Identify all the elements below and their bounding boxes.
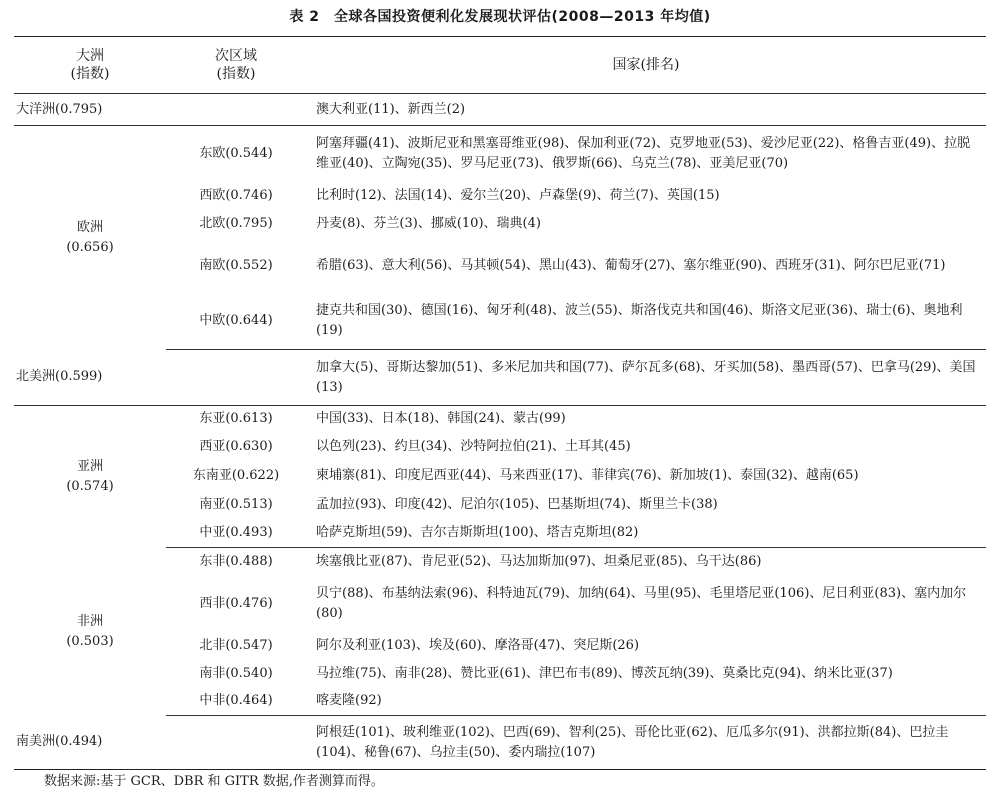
subregion-north-europe: 北欧(0.795) (199, 215, 273, 231)
subregion-south-africa: 南非(0.540) (199, 665, 273, 681)
countries-central-africa: 喀麦隆(92) (306, 688, 986, 716)
countries-central-europe: 捷克共和国(30)、德国(16)、匈牙利(48)、波兰(55)、斯洛伐克共和国(46)、斯洛文尼亚(36)、瑞士(6)、奥地利(19) (306, 294, 986, 350)
countries-west-africa: 贝宁(88)、布基纳法索(96)、科特迪瓦(79)、加纳(64)、马里(95)、毛里塔尼亚(106)、尼日利亚(83)、塞内加尔(80) (316, 585, 967, 621)
subregion-central-africa: 中非(0.464) (166, 688, 306, 716)
subregion-south-asia: 南亚(0.513) (199, 497, 273, 512)
header-subregion: 次区域 (指数) (166, 37, 306, 94)
countries-east-asia: 中国(33)、日本(18)、韩国(24)、蒙古(99) (316, 411, 566, 427)
countries-south-america: 阿根廷(101)、玻利维亚(102)、巴西(69)、智利(25)、哥伦比亚(62)、厄瓜多尔(91)、洪都拉斯(84)、巴拉圭(104)、秘鲁(67)、乌拉圭(50)、委内瑞拉(107) (316, 724, 949, 760)
countries-south-africa: 马拉维(75)、南非(28)、赞比亚(61)、津巴布韦(89)、博茨瓦纳(39)、莫桑比克(94)、纳米比亚(37) (316, 665, 893, 681)
facilitation-table (14, 36, 986, 770)
subregion-west-asia: 西亚(0.630) (199, 439, 273, 454)
countries-southeast-asia: 柬埔寨(81)、印度尼西亚(44)、马来西亚(17)、菲律宾(76)、新加坡(1)、泰国(32)、越南(65) (316, 468, 859, 483)
row-asia-east (14, 406, 986, 433)
countries-east-europe: 阿塞拜疆(41)、波斯尼亚和黑塞哥维亚(98)、保加利亚(72)、克罗地亚(53)、爱沙尼亚(22)、格鲁吉亚(49)、拉脱维亚(40)、立陶宛(35)、罗马尼亚(73)、俄罗斯(66)、乌克兰(78)、亚美尼亚(70) (316, 135, 971, 171)
subregion-west-europe: 西欧(0.746) (199, 187, 273, 203)
row-north-america (14, 350, 986, 406)
row-oceania (14, 94, 986, 126)
header-continent: 大洲 (指数) (14, 37, 166, 94)
countries-south-europe: 希腊(63)、意大利(56)、马其顿(54)、黑山(43)、葡萄牙(27)、塞尔维亚(90)、西班牙(31)、阿尔巴尼亚(71) (316, 257, 946, 273)
countries-north-africa: 阿尔及利亚(103)、埃及(60)、摩洛哥(47)、突尼斯(26) (316, 637, 640, 653)
subregion-east-africa: 东非(0.488) (199, 553, 273, 569)
subregion-east-asia: 东亚(0.613) (199, 411, 273, 427)
subregion-central-europe: 中欧(0.644) (166, 294, 306, 350)
continent-asia: 亚洲 (0.574) (66, 458, 114, 494)
continent-south-america: 南美洲(0.494) (16, 734, 103, 750)
continent-north-america: 北美洲(0.599) (14, 350, 166, 406)
row-south-america (14, 716, 986, 770)
row-africa-east (14, 548, 986, 576)
continent-europe: 欧洲 (0.656) (66, 219, 114, 255)
continent-oceania: 大洋洲(0.795) (14, 94, 166, 126)
countries-oceania: 澳大利亚(11)、新西兰(2) (306, 94, 986, 126)
subregion-southeast-asia: 东南亚(0.622) (192, 468, 280, 483)
countries-central-asia: 哈萨克斯坦(59)、吉尔吉斯斯坦(100)、塔吉克斯坦(82) (306, 520, 986, 548)
subregion-south-europe: 南欧(0.552) (199, 257, 273, 273)
subregion-east-europe: 东欧(0.544) (199, 145, 273, 161)
header-countries: 国家(排名) (306, 37, 986, 94)
countries-west-europe: 比利时(12)、法国(14)、爱尔兰(20)、卢森堡(9)、荷兰(7)、英国(15) (316, 187, 720, 203)
countries-north-america: 加拿大(5)、哥斯达黎加(51)、多米尼加共和国(77)、萨尔瓦多(68)、牙买加(58)、墨西哥(57)、巴拿马(29)、美国(13) (306, 350, 986, 406)
countries-north-europe: 丹麦(8)、芬兰(3)、挪威(10)、瑞典(4) (316, 215, 541, 231)
countries-south-asia: 孟加拉(93)、印度(42)、尼泊尔(105)、巴基斯坦(74)、斯里兰卡(38) (316, 497, 718, 512)
countries-east-africa: 埃塞俄比亚(87)、肯尼亚(52)、马达加斯加(97)、坦桑尼亚(85)、乌干达(86) (316, 553, 762, 569)
header-row (14, 37, 986, 94)
subregion-north-africa: 北非(0.547) (199, 637, 273, 653)
subregion-central-asia: 中亚(0.493) (166, 520, 306, 548)
continent-africa: 非洲 (0.503) (66, 613, 114, 649)
data-source-note: 数据来源:基于 GCR、DBR 和 GITR 数据,作者测算而得。 (44, 774, 384, 789)
countries-west-asia: 以色列(23)、约旦(34)、沙特阿拉伯(21)、土耳其(45) (316, 439, 631, 454)
subregion-west-africa: 西非(0.476) (199, 595, 273, 611)
row-europe-east (14, 126, 986, 182)
table-title: 表 2 全球各国投资便利化发展现状评估(2008—2013 年均值) (289, 9, 711, 25)
